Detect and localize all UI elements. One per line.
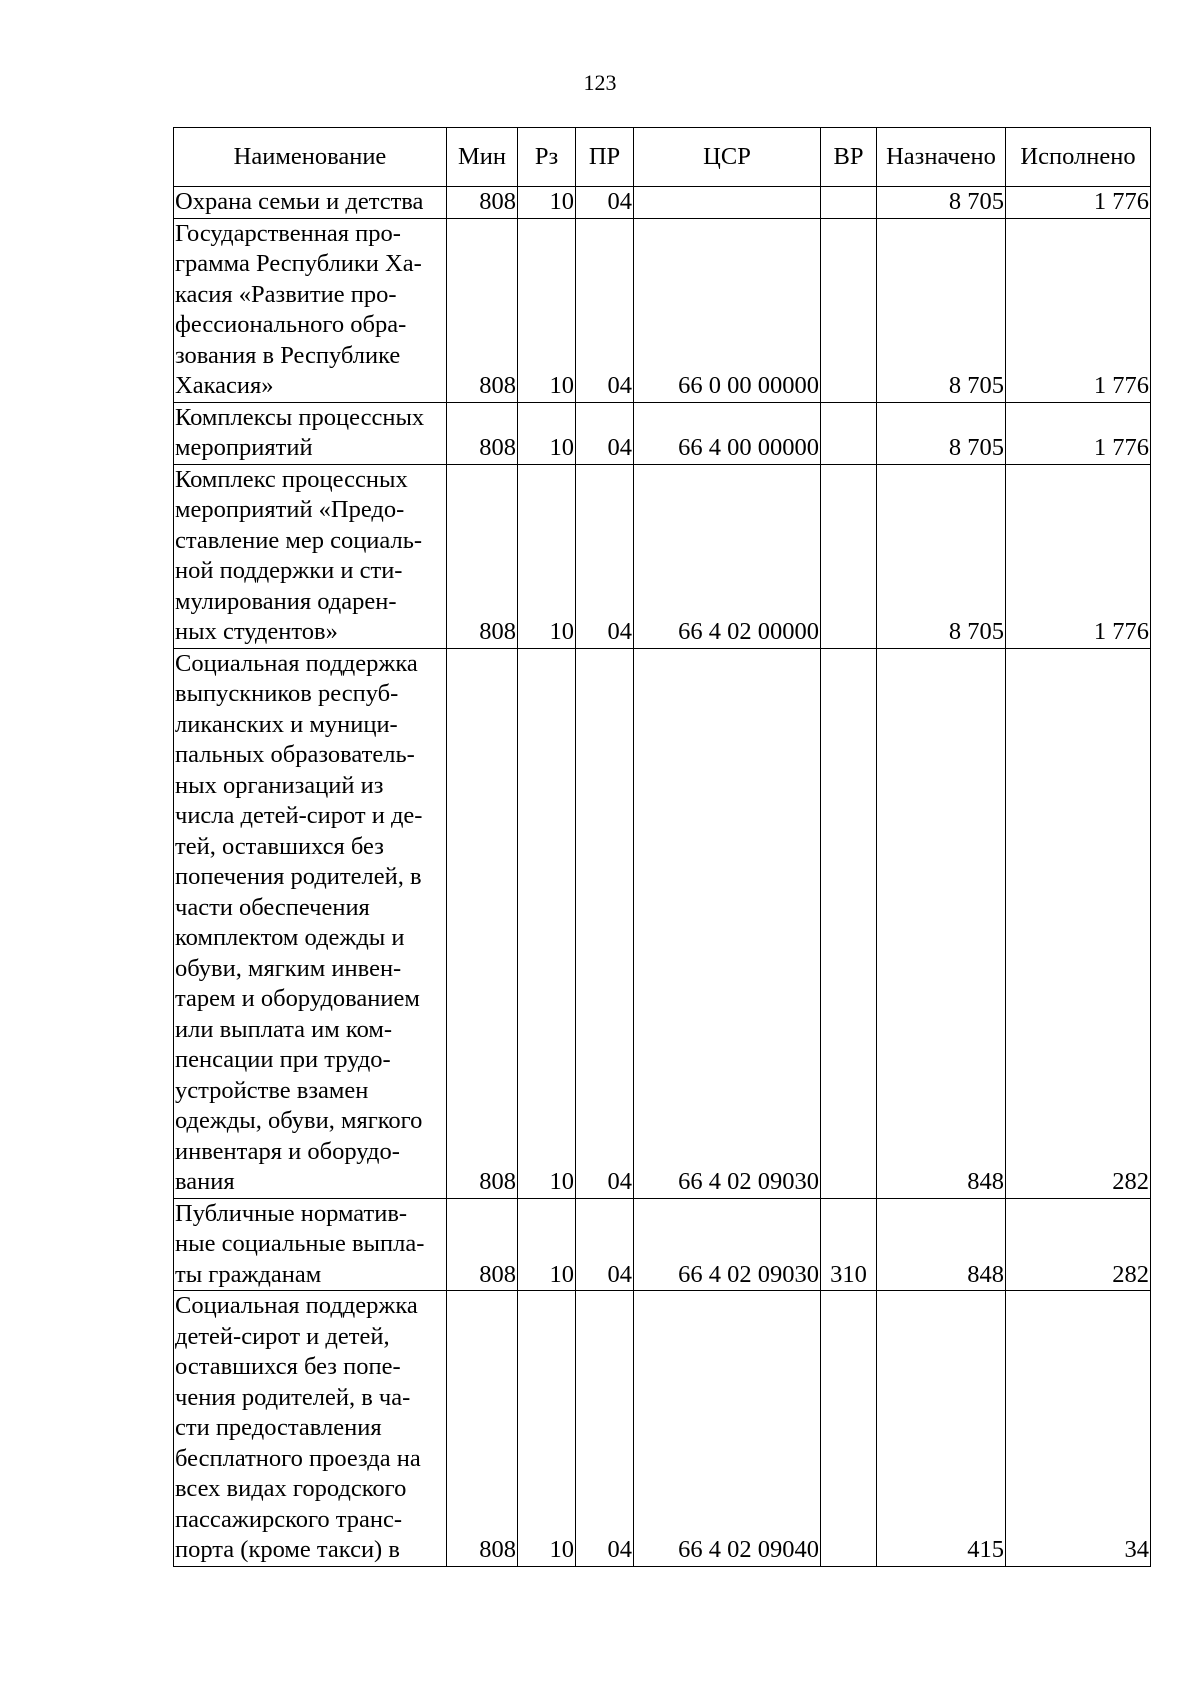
cell-name — [174, 187, 447, 219]
cell-csr — [634, 187, 821, 219]
name-line: Хакасия» — [175, 372, 274, 399]
header-pr: ПР — [576, 128, 634, 187]
name-line: детей-сирот и детей, — [175, 1322, 390, 1350]
cell-csr: 66 4 02 09030 — [634, 1198, 821, 1291]
name-line: пассажирского транс- — [175, 1505, 403, 1533]
cell-min: 808 — [447, 218, 518, 402]
table-row — [174, 1198, 1151, 1291]
page-number: 123 — [583, 70, 617, 95]
name-line: числа детей-сирот и де- — [175, 802, 423, 829]
cell-min: 808 — [447, 1291, 518, 1567]
cell-min: 808 — [447, 187, 518, 219]
name-line: Публичные норматив- — [175, 1199, 408, 1227]
name-line: Комплекс процессных — [175, 465, 408, 493]
name-line: пальных образователь- — [175, 741, 415, 768]
name-line: одежды, обуви, мягкого — [175, 1107, 423, 1134]
header-name: Наименование — [174, 128, 447, 187]
cell-assigned: 8 705 — [877, 218, 1006, 402]
cell-pr: 04 — [576, 648, 634, 1198]
header-vr: ВР — [821, 128, 877, 187]
table-body — [174, 187, 1151, 1567]
name-line: комплектом одежды и — [175, 924, 405, 951]
cell-assigned: 8 705 — [877, 187, 1006, 219]
name-line: Охрана семьи и детства — [175, 188, 424, 215]
cell-csr: 66 4 00 00000 — [634, 402, 821, 464]
budget-table — [173, 127, 1151, 1567]
cell-name — [174, 464, 447, 648]
cell-name — [174, 648, 447, 1198]
cell-executed: 34 — [1006, 1291, 1151, 1567]
cell-min: 808 — [447, 648, 518, 1198]
header-csr: ЦСР — [634, 128, 821, 187]
name-line: вания — [175, 1168, 235, 1195]
cell-min: 808 — [447, 464, 518, 648]
name-line: пенсации при трудо- — [175, 1046, 391, 1073]
header-executed: Исполнено — [1006, 128, 1151, 187]
cell-assigned: 848 — [877, 1198, 1006, 1291]
name-line: Социальная поддержка — [175, 649, 418, 677]
header-assigned: Назначено — [877, 128, 1006, 187]
cell-name — [174, 1291, 447, 1567]
name-line: ной поддержки и сти- — [175, 557, 403, 584]
cell-rz: 10 — [518, 187, 576, 219]
name-line: ликанских и муници- — [175, 710, 398, 738]
cell-executed: 1 776 — [1006, 187, 1151, 219]
cell-name — [174, 218, 447, 402]
name-line: мероприятий — [175, 434, 313, 461]
name-line: устройстве взамен — [175, 1076, 369, 1104]
cell-rz: 10 — [518, 648, 576, 1198]
cell-vr — [821, 1291, 877, 1567]
cell-vr — [821, 464, 877, 648]
cell-executed: 282 — [1006, 648, 1151, 1198]
cell-csr: 66 4 02 09040 — [634, 1291, 821, 1567]
name-line: касия «Развитие про- — [175, 280, 397, 308]
cell-csr: 66 4 02 00000 — [634, 464, 821, 648]
cell-pr: 04 — [576, 464, 634, 648]
cell-executed: 1 776 — [1006, 402, 1151, 464]
name-line: мероприятий «Предо- — [175, 496, 405, 523]
table-row — [174, 187, 1151, 219]
name-line: обуви, мягким инвен- — [175, 954, 402, 982]
cell-min: 808 — [447, 1198, 518, 1291]
name-line: тей, оставшихся без — [175, 832, 384, 860]
cell-executed: 1 776 — [1006, 464, 1151, 648]
name-line: Государственная про- — [175, 219, 401, 247]
name-line: ты гражданам — [175, 1260, 322, 1288]
name-line: ных студентов» — [175, 618, 338, 645]
cell-assigned: 8 705 — [877, 402, 1006, 464]
name-line: фессионального обра- — [175, 311, 407, 338]
name-line: части обеспечения — [175, 893, 370, 921]
name-line: сти предоставления — [175, 1414, 382, 1441]
cell-assigned: 848 — [877, 648, 1006, 1198]
cell-assigned: 415 — [877, 1291, 1006, 1567]
cell-rz: 10 — [518, 1198, 576, 1291]
name-line: ные социальные выпла- — [175, 1230, 425, 1257]
name-line: оставшихся без попе- — [175, 1353, 401, 1380]
name-line: инвентаря и оборудо- — [175, 1137, 400, 1165]
table-row — [174, 1291, 1151, 1567]
name-line: зования в Республике — [175, 341, 401, 369]
name-line: ставление мер социаль- — [175, 526, 423, 554]
table-row — [174, 464, 1151, 648]
cell-pr: 04 — [576, 402, 634, 464]
cell-pr: 04 — [576, 187, 634, 219]
cell-csr: 66 0 00 00000 — [634, 218, 821, 402]
name-line: чения родителей, в ча- — [175, 1383, 411, 1411]
cell-vr — [821, 402, 877, 464]
cell-executed: 282 — [1006, 1198, 1151, 1291]
name-line: Комплексы процессных — [175, 403, 425, 431]
name-line: Социальная поддержка — [175, 1292, 418, 1319]
table-header-row — [174, 128, 1151, 187]
header-min: Мин — [447, 128, 518, 187]
cell-vr — [821, 648, 877, 1198]
table-row — [174, 648, 1151, 1198]
cell-rz: 10 — [518, 464, 576, 648]
cell-csr: 66 4 02 09030 — [634, 648, 821, 1198]
name-line: выпускников респуб- — [175, 680, 399, 707]
name-line: тарем и оборудованием — [175, 985, 420, 1012]
cell-pr: 04 — [576, 218, 634, 402]
name-line: ных организаций из — [175, 771, 384, 799]
cell-rz: 10 — [518, 218, 576, 402]
name-line: всех видах городского — [175, 1475, 407, 1502]
cell-pr: 04 — [576, 1198, 634, 1291]
cell-vr: 310 — [821, 1198, 877, 1291]
name-line: попечения родителей, в — [175, 863, 422, 890]
name-line: грамма Республики Ха- — [175, 250, 422, 277]
cell-assigned: 8 705 — [877, 464, 1006, 648]
cell-vr — [821, 218, 877, 402]
cell-pr: 04 — [576, 1291, 634, 1567]
cell-min: 808 — [447, 402, 518, 464]
cell-rz: 10 — [518, 1291, 576, 1567]
cell-executed: 1 776 — [1006, 218, 1151, 402]
name-line: порта (кроме такси) в — [175, 1536, 400, 1563]
name-line: или выплата им ком- — [175, 1015, 393, 1043]
name-line: бесплатного проезда на — [175, 1444, 421, 1472]
cell-rz: 10 — [518, 402, 576, 464]
cell-vr — [821, 187, 877, 219]
cell-name — [174, 1198, 447, 1291]
name-line: мулирования одарен- — [175, 587, 397, 615]
table-row — [174, 218, 1151, 402]
cell-name — [174, 402, 447, 464]
header-rz: Рз — [518, 128, 576, 187]
table-row — [174, 402, 1151, 464]
